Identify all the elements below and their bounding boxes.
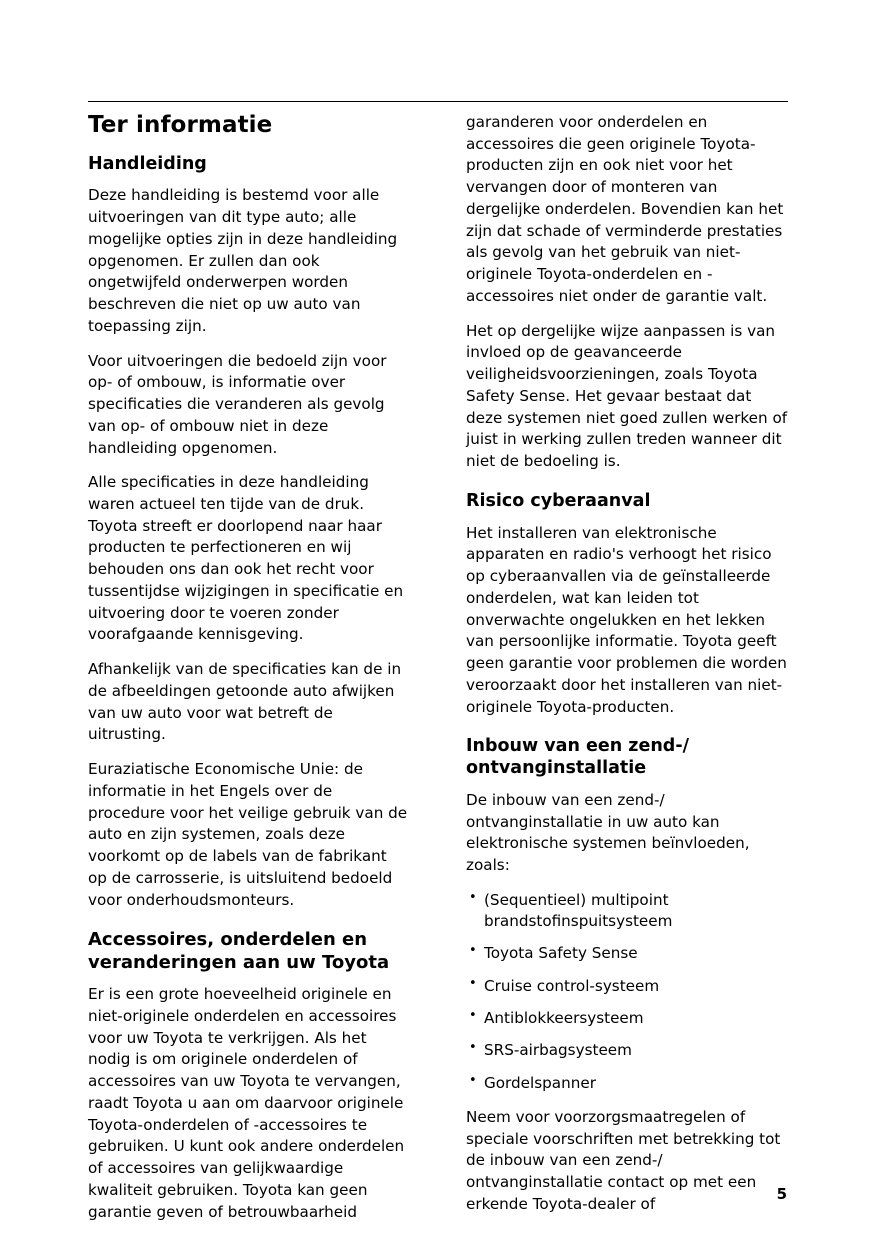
list-item: • (Sequentieel) multipoint brandstofinspuitsysteem: [466, 890, 788, 933]
section-heading-inbouw-zend-ontvanginstallatie: Inbouw van een zend-/ ontvanginstallatie: [466, 736, 689, 779]
paragraph: Afhankelijk van de specificaties kan de in de afbeeldingen getoonde auto afwijken van uw auto voor wat betreft de uitrusting.: [88, 660, 402, 744]
paragraph: Alle specificaties in deze handleiding waren actueel ten tijde van de druk. Toyota streeft er doorlopend naar haar producten te perfectioneren en wij behouden ons dan ook het recht voor tussentijdse wijzigingen in specificatie en uitvoering door te voeren zonder voorafgaande kennisgeving.: [88, 473, 404, 644]
paragraph: Het op dergelijke wijze aanpassen is van invloed op de geavanceerde veiligheidsvoorzieningen, zoals Toyota Safety Sense. Het gevaar bestaat dat deze systemen niet goed zullen werken of juist in werking zullen treden wanneer dit niet de bedoeling is.: [466, 321, 788, 471]
page-number: 5: [776, 1185, 787, 1203]
list-item: • Toyota Safety Sense: [466, 943, 788, 964]
section-heading-accessoires: Accessoires, onderdelen en veranderingen aan uw Toyota: [88, 929, 390, 973]
paragraph: Deze handleiding is bestemd voor alle uitvoeringen van dit type auto; alle mogelijke opties zijn in deze handleiding opgenomen. Er zullen dan ook ongetwijfeld onderwerpen worden beschreven die niet op uw auto van toepassing zijn.: [88, 186, 398, 335]
list-item: • Antiblokkeersysteem: [466, 1008, 788, 1029]
section-heading-handleiding: Handleiding: [88, 153, 207, 174]
two-column-body: [88, 112, 788, 1236]
right-column: [466, 112, 788, 1236]
list-item: • Gordelspanner: [466, 1073, 788, 1094]
section-heading-risico-cyberaanval: Risico cyberaanval: [466, 490, 651, 511]
paragraph: Neem voor voorzorgsmaatregelen of speciale voorschriften met betrekking tot de inbouw van een zend-/ ontvanginstallatie contact op met een erkende Toyota-dealer of: [466, 1107, 781, 1213]
list-item: • Cruise control-systeem: [466, 976, 788, 997]
paragraph: Er is een grote hoeveelheid originele en niet-originele onderdelen en accessoires voor uw Toyota te verkrijgen. Als het nodig is om originele onderdelen of accessoires van uw Toyota te vervangen, raadt Toyota u aan om daarvoor originele Toyota-onderdelen of -accessoires te gebruiken. U kunt ook andere onderdelen of accessoires van gelijkwaardige kwaliteit gebruiken. Toyota kan geen garantie geven of betrouwbaarheid: [88, 985, 405, 1221]
paragraph: De inbouw van een zend-/ ontvanginstallatie in uw auto kan elektronische systemen beïnvloeden, zoals:: [466, 790, 750, 875]
left-column: [88, 112, 410, 1236]
systems-list: [466, 890, 788, 1094]
list-item: • SRS-airbagsysteem: [466, 1040, 788, 1061]
paragraph: Euraziatische Economische Unie: de informatie in het Engels over de procedure voor het veilige gebruik van de auto en zijn systemen, zoals deze voorkomt op de labels van de fabrikant op de carrosserie, is uitsluitend bedoeld voor onderhoudsmonteurs.: [88, 760, 408, 909]
paragraph: Het installeren van elektronische apparaten en radio's verhoogt het risico op cyberaanvallen via de geïnstalleerde onderdelen, wat kan leiden tot onverwachte ongelukken en het lekken van persoonlijke informatie. Toyota geeft geen garantie voor problemen die worden veroorzaakt door het installeren van niet-originele Toyota-producten.: [466, 523, 787, 716]
header-rule: [88, 101, 788, 102]
paragraph: Voor uitvoeringen die bedoeld zijn voor op- of ombouw, is informatie over specificaties die veranderen als gevolg van op- of ombouw niet in deze handleiding opgenomen.: [88, 351, 387, 457]
page-title: Ter informatie: [88, 112, 273, 138]
paragraph: garanderen voor onderdelen en accessoires die geen originele Toyota-producten zijn en ook niet voor het vervangen door of monteren van dergelijke onderdelen. Bovendien kan het zijn dat schade of verminderde prestaties als gevolg van het gebruik van niet-originele Toyota-onderdelen en -accessoires niet onder de garantie valt.: [466, 113, 784, 305]
